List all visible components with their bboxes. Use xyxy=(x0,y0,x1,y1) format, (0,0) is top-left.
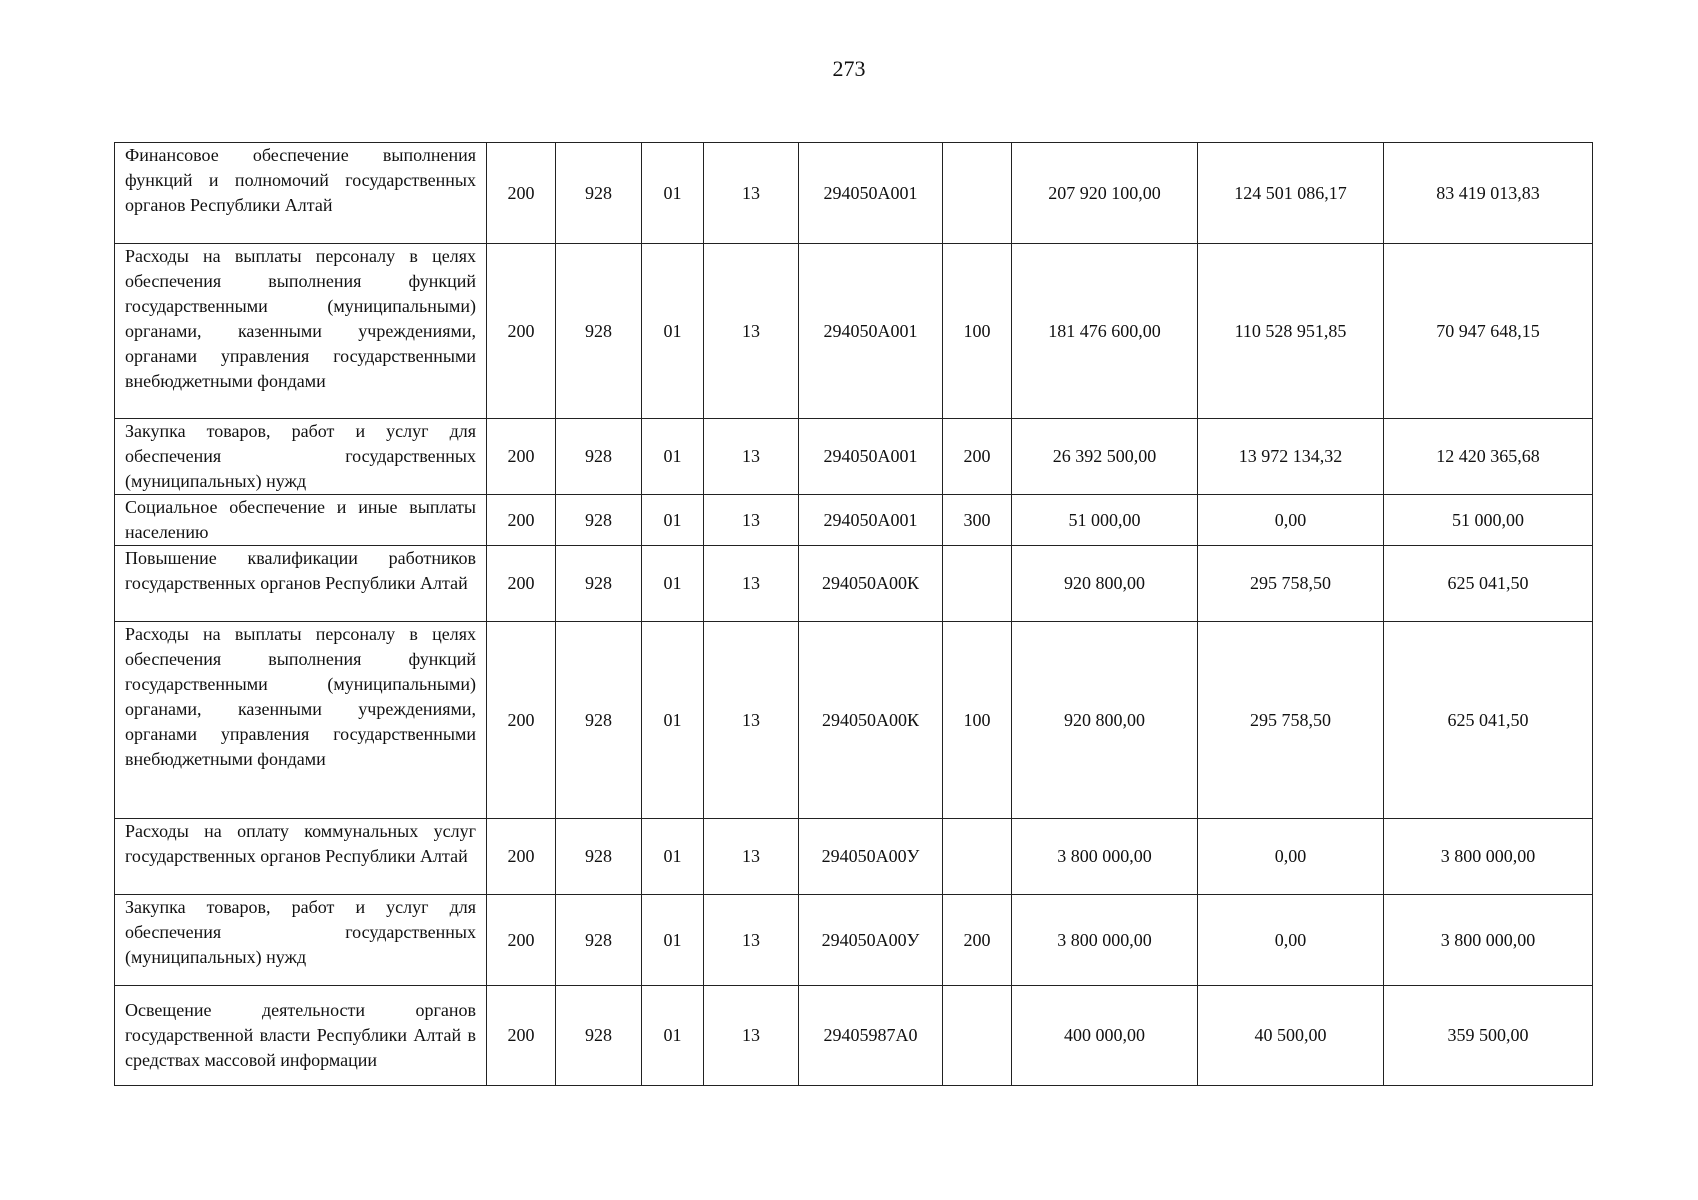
row-description: Расходы на выплаты персоналу в целях обеспечения выполнения функций государственными (муниципальными) органами, казенными учреждениями, органами управления государственными внебюджетными фондами xyxy=(115,622,487,819)
remaining-amount: 12 420 365,68 xyxy=(1384,419,1593,495)
table-row xyxy=(115,546,1593,622)
executed-amount: 295 758,50 xyxy=(1198,622,1384,819)
remaining-amount: 51 000,00 xyxy=(1384,495,1593,546)
section-code: 01 xyxy=(642,622,704,819)
subsection-code: 13 xyxy=(704,986,799,1086)
department-code: 928 xyxy=(556,546,642,622)
table-row xyxy=(115,419,1593,495)
section-code: 01 xyxy=(642,819,704,895)
grbs-code: 200 xyxy=(487,819,556,895)
department-code: 928 xyxy=(556,622,642,819)
subsection-code: 13 xyxy=(704,244,799,419)
row-description: Освещение деятельности органов государственной власти Республики Алтай в средствах массовой информации xyxy=(115,986,487,1086)
planned-amount: 51 000,00 xyxy=(1012,495,1198,546)
row-description: Расходы на оплату коммунальных услуг государственных органов Республики Алтай xyxy=(115,819,487,895)
row-description: Финансовое обеспечение выполнения функций и полномочий государственных органов Республики Алтай xyxy=(115,143,487,244)
department-code: 928 xyxy=(556,819,642,895)
expense-type-code xyxy=(943,546,1012,622)
table-row xyxy=(115,622,1593,819)
executed-amount: 110 528 951,85 xyxy=(1198,244,1384,419)
planned-amount: 3 800 000,00 xyxy=(1012,819,1198,895)
target-article-code: 294050А001 xyxy=(799,419,943,495)
table-row xyxy=(115,895,1593,986)
subsection-code: 13 xyxy=(704,622,799,819)
target-article-code: 294050А00К xyxy=(799,622,943,819)
remaining-amount: 83 419 013,83 xyxy=(1384,143,1593,244)
section-code: 01 xyxy=(642,546,704,622)
department-code: 928 xyxy=(556,244,642,419)
table-row xyxy=(115,819,1593,895)
planned-amount: 26 392 500,00 xyxy=(1012,419,1198,495)
row-description: Расходы на выплаты персоналу в целях обеспечения выполнения функций государственными (муниципальными) органами, казенными учреждениями, органами управления государственными внебюджетными фондами xyxy=(115,244,487,419)
department-code: 928 xyxy=(556,986,642,1086)
expense-type-code xyxy=(943,986,1012,1086)
grbs-code: 200 xyxy=(487,895,556,986)
executed-amount: 0,00 xyxy=(1198,895,1384,986)
target-article-code: 294050А001 xyxy=(799,143,943,244)
planned-amount: 920 800,00 xyxy=(1012,622,1198,819)
planned-amount: 920 800,00 xyxy=(1012,546,1198,622)
section-code: 01 xyxy=(642,986,704,1086)
subsection-code: 13 xyxy=(704,546,799,622)
executed-amount: 0,00 xyxy=(1198,819,1384,895)
section-code: 01 xyxy=(642,895,704,986)
table-row xyxy=(115,143,1593,244)
subsection-code: 13 xyxy=(704,143,799,244)
row-description: Социальное обеспечение и иные выплаты населению xyxy=(115,495,487,546)
grbs-code: 200 xyxy=(487,244,556,419)
row-description: Повышение квалификации работников государственных органов Республики Алтай xyxy=(115,546,487,622)
remaining-amount: 359 500,00 xyxy=(1384,986,1593,1086)
remaining-amount: 625 041,50 xyxy=(1384,622,1593,819)
grbs-code: 200 xyxy=(487,419,556,495)
expense-type-code xyxy=(943,819,1012,895)
target-article-code: 29405987А0 xyxy=(799,986,943,1086)
section-code: 01 xyxy=(642,419,704,495)
executed-amount: 124 501 086,17 xyxy=(1198,143,1384,244)
row-description: Закупка товаров, работ и услуг для обеспечения государственных (муниципальных) нужд xyxy=(115,895,487,986)
target-article-code: 294050А00У xyxy=(799,895,943,986)
grbs-code: 200 xyxy=(487,622,556,819)
executed-amount: 0,00 xyxy=(1198,495,1384,546)
remaining-amount: 70 947 648,15 xyxy=(1384,244,1593,419)
department-code: 928 xyxy=(556,495,642,546)
target-article-code: 294050А001 xyxy=(799,244,943,419)
budget-table xyxy=(114,142,1593,1086)
planned-amount: 207 920 100,00 xyxy=(1012,143,1198,244)
subsection-code: 13 xyxy=(704,819,799,895)
row-description: Закупка товаров, работ и услуг для обеспечения государственных (муниципальных) нужд xyxy=(115,419,487,495)
section-code: 01 xyxy=(642,495,704,546)
expense-type-code: 300 xyxy=(943,495,1012,546)
department-code: 928 xyxy=(556,143,642,244)
grbs-code: 200 xyxy=(487,986,556,1086)
planned-amount: 3 800 000,00 xyxy=(1012,895,1198,986)
executed-amount: 295 758,50 xyxy=(1198,546,1384,622)
expense-type-code: 200 xyxy=(943,895,1012,986)
remaining-amount: 3 800 000,00 xyxy=(1384,895,1593,986)
grbs-code: 200 xyxy=(487,495,556,546)
remaining-amount: 3 800 000,00 xyxy=(1384,819,1593,895)
table-row xyxy=(115,244,1593,419)
expense-type-code: 200 xyxy=(943,419,1012,495)
remaining-amount: 625 041,50 xyxy=(1384,546,1593,622)
section-code: 01 xyxy=(642,244,704,419)
target-article-code: 294050А00У xyxy=(799,819,943,895)
page-number: 273 xyxy=(832,56,866,81)
subsection-code: 13 xyxy=(704,895,799,986)
expense-type-code: 100 xyxy=(943,622,1012,819)
section-code: 01 xyxy=(642,143,704,244)
executed-amount: 13 972 134,32 xyxy=(1198,419,1384,495)
subsection-code: 13 xyxy=(704,419,799,495)
executed-amount: 40 500,00 xyxy=(1198,986,1384,1086)
target-article-code: 294050А001 xyxy=(799,495,943,546)
planned-amount: 400 000,00 xyxy=(1012,986,1198,1086)
table-row xyxy=(115,495,1593,546)
expense-type-code: 100 xyxy=(943,244,1012,419)
expense-type-code xyxy=(943,143,1012,244)
grbs-code: 200 xyxy=(487,546,556,622)
table-row xyxy=(115,986,1593,1086)
department-code: 928 xyxy=(556,419,642,495)
target-article-code: 294050А00К xyxy=(799,546,943,622)
planned-amount: 181 476 600,00 xyxy=(1012,244,1198,419)
department-code: 928 xyxy=(556,895,642,986)
subsection-code: 13 xyxy=(704,495,799,546)
grbs-code: 200 xyxy=(487,143,556,244)
